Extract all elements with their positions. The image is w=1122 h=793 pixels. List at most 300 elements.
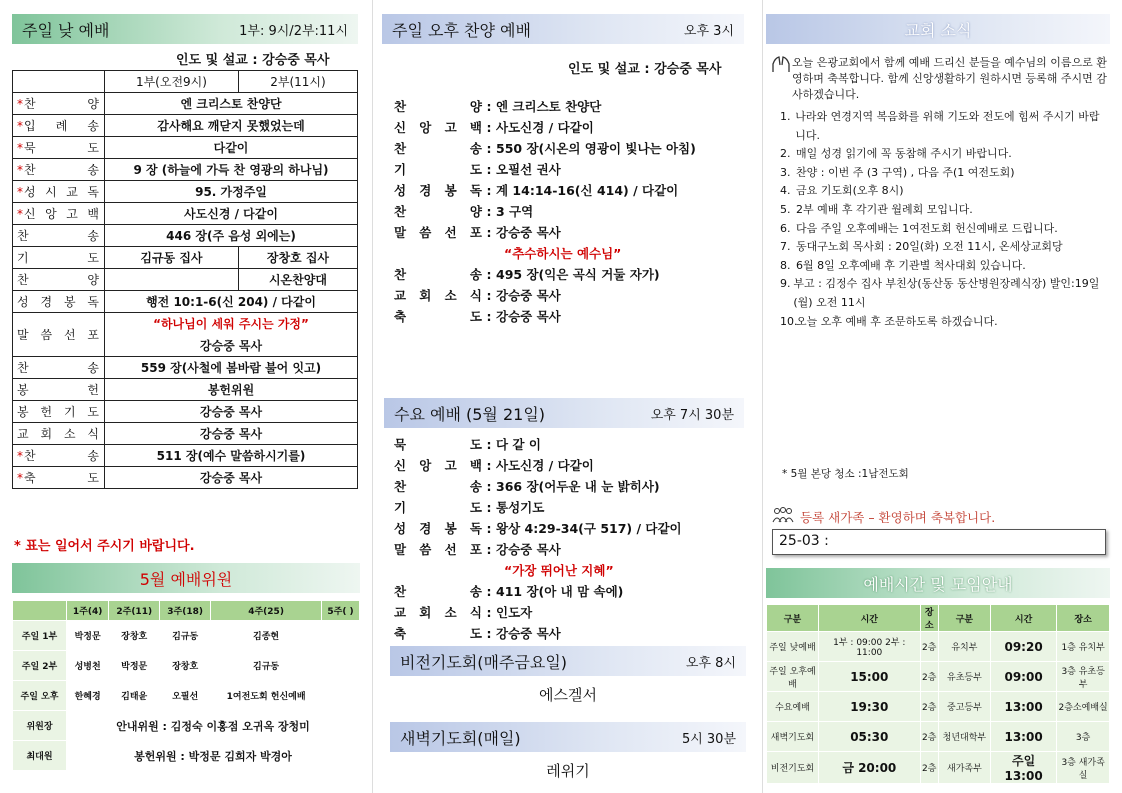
schedule-header [766,568,1110,598]
star-mark: * [17,185,24,199]
order-line [394,455,682,476]
schedule-cell: 05:30 [819,722,921,752]
wednesday-order [394,434,682,644]
news-header [766,14,1110,44]
news-number: 5. [780,202,791,216]
order-label [13,379,105,401]
order-label [13,357,105,379]
schedule-cell: 3층 [1057,722,1110,752]
label-text: 신 앙 고 백 [24,207,100,221]
standing-note: * 표는 일어서 주시기 바랍니다. [14,539,195,554]
order-label [13,225,105,247]
section-title: 교회 소식 [904,20,972,40]
head-cell: 1주(4) [67,601,109,621]
row-label: 주일 1부 [13,621,67,651]
news-number: 1. [780,110,791,123]
order-label [13,269,105,291]
committee-cell: 박정문 [109,651,160,681]
label-text: 찬 양 [17,273,100,287]
colon-mark: : [486,309,492,324]
head-cell: 장소 [920,605,938,632]
news-text: 6월 8일 오후예배 후 기관별 척사대회 있습니다. [796,258,1026,272]
line-label: 찬 양 [394,204,482,219]
section-time: 오후 3시 [683,23,734,39]
committee-cell [322,621,360,651]
schedule-cell: 09:20 [990,632,1056,662]
order-row [13,115,358,137]
schedule-cell: 2층 [920,692,938,722]
row-label: 주일 2부 [13,651,67,681]
colon-mark: : [486,141,492,156]
committee-foot-row [13,711,360,741]
order-line [394,560,682,581]
news-number: 8. [780,258,791,272]
line-value: 인도자 [496,605,533,620]
cleaning-note: * 5월 본당 청소 :1남전도회 [782,468,909,480]
news-item [780,313,1110,332]
order-label [13,401,105,423]
section-time: 오후 8시 [685,655,736,671]
news-item [780,164,1110,183]
news-text: 매일 성경 읽기에 꼭 동참해 주시기 바랍니다. [796,147,1012,161]
dawn-header [390,722,746,752]
part1-header: 1부(오전9시) [105,71,239,93]
order-value: 446 장(주 음성 외에는) [105,225,358,247]
label-text: 찬 송 [17,361,100,375]
line-value: 강승중 목사 [496,626,561,641]
blank-cell [13,71,105,93]
line-value: 왕상 4:29-34(구 517) / 다같이 [496,521,682,536]
colon-mark: : [486,204,492,219]
head-cell: 구분 [938,605,990,632]
line-value: 강승중 목사 [496,309,561,324]
order-row [13,181,358,203]
order-line [394,222,696,243]
order-line [394,243,696,264]
order-line [394,180,696,201]
part1-value: 김규동 집사 [105,247,239,269]
head-cell: 2주(11) [109,601,160,621]
label-text: 봉 헌 기 도 [17,405,100,419]
part2-header: 2부(11시) [238,71,357,93]
head-cell [13,601,67,621]
section-time: 5시 30분 [681,731,736,747]
schedule-cell: 비전기도회 [767,752,819,784]
order-line [394,602,682,623]
order-row [13,445,358,467]
schedule-cell: 주일 오후예배 [767,662,819,692]
line-label: 기 도 [394,500,482,515]
line-value: 오필선 권사 [496,162,561,177]
leader-line: 인도 및 설교 : 강승중 목사 [176,53,330,68]
news-item [780,182,1110,201]
schedule-cell: 2층소예배실 [1057,692,1110,722]
family-icon [772,507,794,526]
committee-cell: 박정문 [67,621,109,651]
schedule-cell: 수요예배 [767,692,819,722]
order-row [13,203,358,225]
order-value: 행전 10:1-6(신 204) / 다같이 [105,291,358,313]
news-number: 6. [780,221,791,235]
colon-mark: : [486,183,492,198]
line-value: 3 구역 [496,204,534,219]
label-text: 찬 송 [24,449,100,463]
news-item [780,220,1110,239]
committee-cell [322,681,360,711]
line-label: 말 씀 선 포 [394,225,482,240]
colon-mark: : [486,626,492,641]
line-value: 366 장(어두운 내 눈 밝히사) [496,479,660,494]
order-label [13,203,105,225]
committee-cell: 김규동 [211,651,322,681]
line-label: 묵 도 [394,437,482,452]
line-value: 강승중 목사 [496,542,561,557]
committee-head-row [13,601,360,621]
colon-mark: : [486,120,492,135]
order-label [13,313,105,357]
order-value: 강승중 목사 [105,467,358,489]
label-text: 축 도 [24,471,100,485]
news-number: 3. [780,165,791,179]
order-row [13,423,358,445]
star-mark: * [17,163,24,177]
news-text: 찬양 : 이번 주 (3 구역) , 다음 주(1 여전도회) [796,165,1015,179]
welcome-intro [770,55,1115,103]
committee-header [12,563,360,593]
part2-value: 장창호 집사 [238,247,357,269]
committee-row [13,681,360,711]
order-line [394,518,682,539]
order-line [394,138,696,159]
row-label: 위원장 [13,711,67,741]
section-title: 예배시간 및 모임안내 [863,574,1013,594]
head-cell: 장소 [1057,605,1110,632]
colon-mark: : [486,288,492,303]
schedule-cell: 청년대학부 [938,722,990,752]
colon-mark: : [486,584,492,599]
news-item [780,108,1110,145]
order-value: 95. 가정주일 [105,181,358,203]
news-text: 2부 예배 후 각기관 월례회 모입니다. [796,202,973,216]
line-label: 성 경 봉 독 [394,183,482,198]
schedule-cell: 3층 유초등부 [1057,662,1110,692]
part1-value [105,269,239,291]
schedule-cell: 유초등부 [938,662,990,692]
schedule-cell: 13:00 [990,692,1056,722]
sunday-service-header [12,14,358,44]
head-cell: 4주(25) [211,601,322,621]
order-value: 511 장(예수 말씀하시기를) [105,445,358,467]
line-label: 성 경 봉 독 [394,521,482,536]
newcomer-field: 25-03 : [772,529,1106,555]
star-mark: * [17,119,24,133]
schedule-cell: 중고등부 [938,692,990,722]
colon-mark: : [486,225,492,240]
order-line [394,581,682,602]
afternoon-order [394,96,696,327]
wednesday-header [384,398,744,428]
label-text: 찬 송 [24,163,100,177]
schedule-cell: 새벽기도회 [767,722,819,752]
star-mark: * [17,449,24,463]
order-value: 559 장(사철에 봄바람 불어 잇고) [105,357,358,379]
committee-row [13,651,360,681]
news-number: 7. [780,240,791,254]
label-text: 찬 송 [17,229,100,243]
order-line [394,306,696,327]
part2-value: 시온찬양대 [238,269,357,291]
line-label: 찬 송 [394,141,482,156]
schedule-row [767,662,1110,692]
line-label: 찬 양 [394,99,482,114]
sermon-title: “하나님이 세워 주시는 가정” [105,313,358,335]
order-line [394,117,696,138]
news-item [780,201,1110,220]
order-value: 9 장 (하늘에 가득 찬 영광의 하나님) [105,159,358,181]
head-cell: 3주(18) [160,601,211,621]
order-line [394,623,682,644]
news-text: 다음 주일 오후예배는 1여전도회 헌신예배로 드립니다. [796,221,1058,235]
order-line [394,159,696,180]
news-item [780,238,1110,257]
colon-mark: : [486,458,492,473]
line-value: 사도신경 / 다같이 [496,458,594,473]
order-row [13,291,358,313]
section-time: 오후 7시 30분 [650,407,734,423]
news-text: 나라와 연경지역 복음화를 위해 기도와 전도에 힘써 주시기 바랍니다. [795,110,1100,142]
committee-cell: 성병천 [67,651,109,681]
committee-cell: 1여전도회 헌신예배 [211,681,322,711]
order-label [13,115,105,137]
label-text: 성 시 교 독 [24,185,100,199]
schedule-table [766,604,1110,784]
order-line [394,497,682,518]
foot-text: 봉헌위원 : 박정문 김희자 박경아 [67,741,360,771]
news-item [780,257,1110,276]
afternoon-service-header [382,14,744,44]
star-mark: * [17,471,24,485]
line-value: 다 같 이 [496,437,541,452]
head-cell: 시간 [990,605,1056,632]
order-row [13,247,358,269]
sermon-title: “가장 뛰어난 지혜” [504,563,614,578]
colon-mark: : [486,267,492,282]
label-text: 교 회 소 식 [17,427,100,441]
label-text: 기 도 [17,251,100,265]
newcomer-title: 등록 새가족 – 환영하며 축복합니다. [800,509,996,525]
order-label [13,445,105,467]
row-label: 주일 오후 [13,681,67,711]
dawn-sub: 레위기 [546,762,590,780]
colon-mark: : [486,542,492,557]
schedule-cell: 09:00 [990,662,1056,692]
order-line [394,96,696,117]
line-value: 495 장(익은 곡식 거둘 자가) [496,267,660,282]
schedule-cell: 2층 [920,752,938,784]
schedule-cell: 주일 낮예배 [767,632,819,662]
line-value: 사도신경 / 다같이 [496,120,594,135]
intro-text: 오늘 은광교회에서 함께 예배 드리신 분들을 예수님의 이름으로 환영하며 축복합니다. 함께 신앙생활하기 원하시면 등록해 주시면 감사하겠습니다. [792,56,1107,101]
order-line [394,476,682,497]
order-value: 다같이 [105,137,358,159]
committee-cell: 김규동 [160,621,211,651]
news-number: 9. [780,277,791,291]
order-label [13,137,105,159]
section-title: 수요 예배 (5월 21일) [394,404,546,424]
line-label: 찬 송 [394,584,482,599]
sermon-title: “추수하시는 예수님” [504,246,622,261]
schedule-cell: 1층 유치부 [1057,632,1110,662]
section-title: 주일 낮 예배 [22,20,110,40]
schedule-cell: 2층 [920,632,938,662]
line-label: 신 앙 고 백 [394,120,482,135]
committee-cell: 장창호 [160,651,211,681]
news-text: 동대구노회 목사회 : 20일(화) 오전 11시, 온세상교회당 [796,240,1063,254]
newcomer-line [772,507,995,526]
order-line [394,201,696,222]
schedule-cell: 유치부 [938,632,990,662]
colon-mark: : [486,99,492,114]
label-text: 말 씀 선 포 [17,328,100,342]
colon-mark: : [486,521,492,536]
line-label: 축 도 [394,626,482,641]
colon-mark: : [486,162,492,177]
schedule-cell: 1부 : 09:00 2부 : 11:00 [819,632,921,662]
order-value: 강승중 목사 [105,401,358,423]
praying-hands-icon [770,55,792,103]
schedule-head-row [767,605,1110,632]
committee-cell [322,651,360,681]
news-text: 부고 : 김정수 집사 부친상(동산동 동산병원장례식장) 발인:19일(월) 오전 11시 [793,277,1100,309]
order-line [394,285,696,306]
schedule-row [767,722,1110,752]
label-text: 봉 헌 [17,383,100,397]
order-row [13,225,358,247]
schedule-cell: 2층 [920,722,938,752]
order-label [13,159,105,181]
news-item [780,145,1110,164]
line-label: 교 회 소 식 [394,288,482,303]
line-value: 550 장(시온의 영광이 빛나는 아침) [496,141,696,156]
news-text: 금요 기도회(오후 8시) [796,184,904,198]
schedule-cell: 주일 13:00 [990,752,1056,784]
order-value: 감사해요 깨닫지 못했었는데 [105,115,358,137]
line-label: 찬 송 [394,267,482,282]
committee-cell: 김태윤 [109,681,160,711]
star-mark: * [17,141,24,155]
order-row [13,269,358,291]
line-label: 신 앙 고 백 [394,458,482,473]
news-list [780,108,1110,331]
row-label: 최대원 [13,741,67,771]
committee-foot-row [13,741,360,771]
line-value: 411 장(아 내 맘 속에) [496,584,624,599]
head-cell: 시간 [819,605,921,632]
colon-mark: : [486,479,492,494]
colon-mark: : [486,605,492,620]
order-row [13,159,358,181]
order-label [13,181,105,203]
committee-cell: 오필선 [160,681,211,711]
line-label: 교 회 소 식 [394,605,482,620]
line-value: 엔 크리스토 찬양단 [496,99,602,114]
order-label [13,247,105,269]
label-text: 성 경 봉 독 [17,295,100,309]
news-number: 10. [780,314,798,328]
order-row [13,379,358,401]
news-number: 2. [780,147,791,161]
leader-line: 인도 및 설교 : 강승중 목사 [568,62,722,77]
line-value: 계 14:14-16(신 414) / 다같이 [496,183,679,198]
order-value: 강승중 목사 [105,423,358,445]
order-label [13,291,105,313]
order-row [13,137,358,159]
line-value: 강승중 목사 [496,225,561,240]
order-value: 사도신경 / 다같이 [105,203,358,225]
order-value: 봉헌위원 [105,379,358,401]
committee-table [12,600,360,771]
line-value: 통성기도 [496,500,545,515]
section-time: 1부: 9시/2부:11시 [239,23,348,39]
schedule-cell: 3층 새가족실 [1057,752,1110,784]
committee-row [13,621,360,651]
order-row [13,467,358,489]
star-mark: * [17,207,24,221]
vision-header [390,646,746,676]
line-label: 말 씀 선 포 [394,542,482,557]
colon-mark: : [486,437,492,452]
head-cell: 구분 [767,605,819,632]
committee-cell: 김종현 [211,621,322,651]
schedule-cell: 금 20:00 [819,752,921,784]
sunday-order-table [12,70,358,489]
foot-text: 안내위원 : 김정숙 이홍점 오귀옥 장청미 [67,711,360,741]
committee-cell: 한혜경 [67,681,109,711]
line-label: 축 도 [394,309,482,324]
line-label: 찬 송 [394,479,482,494]
order-line [394,539,682,560]
order-value: 엔 크리스토 찬양단 [105,93,358,115]
schedule-cell: 2층 [920,662,938,692]
order-value: 강승중 목사 [105,335,358,357]
schedule-cell: 13:00 [990,722,1056,752]
order-label [13,93,105,115]
order-line [394,434,682,455]
order-label [13,467,105,489]
committee-title: 5월 예배위원 [139,569,233,589]
committee-cell: 장창호 [109,621,160,651]
colon-mark: : [486,500,492,515]
schedule-cell: 19:30 [819,692,921,722]
order-row [13,401,358,423]
order-line [394,264,696,285]
line-value: 강승중 목사 [496,288,561,303]
news-text: 오늘 오후 예배 후 조문하도록 하겠습니다. [796,314,998,328]
head-cell: 5주( ) [322,601,360,621]
schedule-row [767,632,1110,662]
star-mark: * [17,97,24,111]
schedule-row [767,752,1110,784]
schedule-cell: 새가족부 [938,752,990,784]
section-title: 주일 오후 찬양 예배 [392,20,531,40]
news-number: 4. [780,184,791,198]
section-title: 비전기도회(매주금요일) [400,652,568,672]
schedule-cell: 15:00 [819,662,921,692]
order-row [13,93,358,115]
schedule-row [767,692,1110,722]
order-label [13,423,105,445]
label-text: 찬 양 [24,97,100,111]
